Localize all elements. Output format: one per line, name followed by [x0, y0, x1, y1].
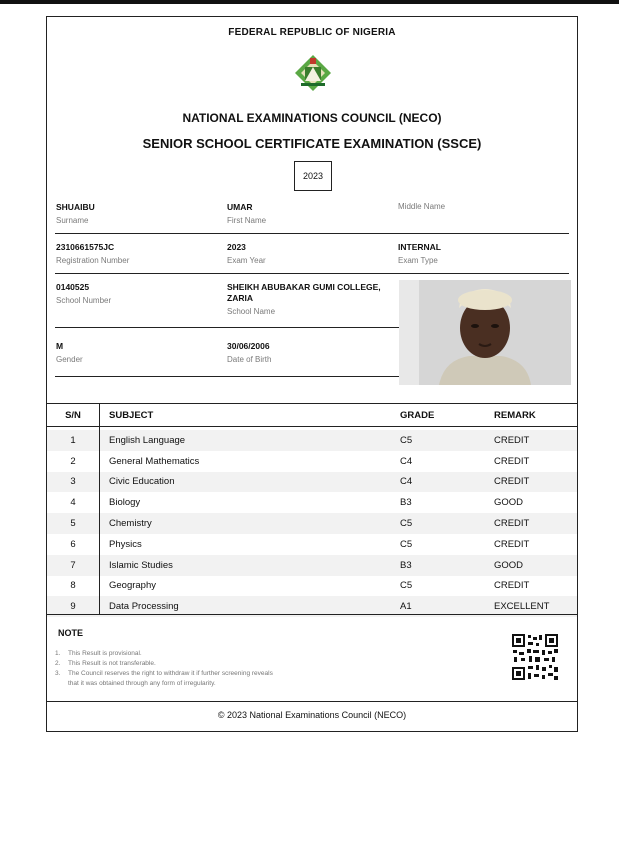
surname-value: SHUAIBU: [56, 202, 95, 212]
row-remark: GOOD: [494, 497, 524, 509]
middle-name-field: [398, 202, 445, 211]
row-sn: 8: [70, 580, 76, 592]
note-text: The Council reserves the right to withdraw it if further screening reveals: [68, 670, 273, 677]
row-sn: 6: [70, 538, 76, 550]
first-name-field: [227, 202, 266, 225]
school-number-label: School Number: [56, 296, 112, 305]
row-sn: 4: [70, 497, 76, 509]
row-grade: B3: [400, 559, 412, 571]
row-subject: Physics: [109, 538, 142, 550]
row-remark: EXCELLENT: [494, 601, 550, 613]
exam-year-box: 2023: [294, 161, 332, 191]
qr-code-icon: [511, 633, 559, 681]
column-divider: [99, 403, 100, 614]
row-remark: CREDIT: [494, 518, 530, 530]
table-row: [47, 492, 577, 513]
dob-value: 30/06/2006: [227, 341, 270, 351]
first-name-value: UMAR: [227, 202, 253, 212]
school-name-field: [227, 282, 392, 316]
row-grade: C4: [400, 455, 413, 467]
note-number: 2.: [55, 660, 61, 667]
gender-field: [56, 341, 83, 364]
row-grade: A1: [400, 601, 412, 613]
exam-year-field: [227, 242, 266, 265]
footer-copyright: © 2023 National Examinations Council (NECO): [217, 710, 407, 720]
row-sn: 5: [70, 518, 76, 530]
row-subject: Geography: [109, 580, 157, 592]
note-text: that it was obtained through any form of irregularity.: [68, 680, 216, 687]
row-subject: Biology: [109, 497, 141, 509]
school-number-field: [56, 282, 111, 305]
dob-label: Date of Birth: [227, 355, 272, 364]
row-subject: Chemistry: [109, 518, 152, 530]
candidate-photo: [399, 280, 571, 385]
remark-header: REMARK: [494, 409, 536, 421]
divider: [47, 614, 577, 615]
exam-type-field: [398, 242, 441, 265]
row-remark: CREDIT: [494, 455, 530, 467]
row-subject: General Mathematics: [109, 455, 200, 467]
table-row: [47, 513, 577, 534]
row-grade: C5: [400, 434, 413, 446]
council-title: NATIONAL EXAMINATIONS COUNCIL (NECO): [182, 111, 442, 125]
note-list: [55, 649, 273, 689]
divider: [55, 376, 399, 377]
row-sn: 3: [70, 476, 76, 488]
first-name-label: First Name: [227, 216, 267, 225]
table-row: [47, 555, 577, 576]
note-item: [55, 659, 273, 669]
row-remark: CREDIT: [494, 538, 530, 550]
note-item: [55, 649, 273, 659]
surname-field: [56, 202, 95, 225]
results-header-row: [47, 403, 577, 427]
middle-name-label: Middle Name: [398, 202, 446, 211]
divider: [47, 701, 577, 702]
top-bar: [0, 0, 619, 4]
table-row: [47, 472, 577, 493]
note-number: [55, 679, 68, 689]
exam-type-value: INTERNAL: [398, 242, 441, 252]
row-grade: C5: [400, 538, 413, 550]
row-subject: English Language: [109, 434, 186, 446]
note-item: [55, 669, 273, 679]
row-sn: 9: [70, 601, 76, 613]
school-number-value: 0140525: [56, 282, 90, 292]
row-remark: CREDIT: [494, 434, 530, 446]
exam-year-label: Exam Year: [227, 256, 266, 265]
row-subject: Data Processing: [109, 601, 179, 613]
school-name-label: School Name: [227, 307, 276, 316]
note-number: 3.: [55, 670, 61, 677]
reg-number-field: [56, 242, 129, 265]
surname-label: Surname: [56, 216, 89, 225]
subject-header: SUBJECT: [109, 409, 154, 421]
coat-of-arms-icon: [291, 53, 335, 93]
note-title: NOTE: [58, 628, 84, 638]
row-sn: 7: [70, 559, 76, 571]
note-item: [55, 679, 273, 689]
divider: [55, 233, 569, 234]
exam-title: SENIOR SCHOOL CERTIFICATE EXAMINATION (SSCE): [142, 136, 482, 151]
row-grade: B3: [400, 497, 412, 509]
reg-number-label: Registration Number: [56, 256, 130, 265]
row-subject: Islamic Studies: [109, 559, 173, 571]
school-name-value: SHEIKH ABUBAKAR GUMI COLLEGE, ZARIA: [227, 282, 381, 303]
dob-field: [227, 341, 271, 364]
reg-number-value: 2310661575JC: [56, 242, 115, 252]
row-remark: CREDIT: [494, 476, 530, 488]
note-number: 1.: [55, 650, 61, 657]
table-row: [47, 451, 577, 472]
results-table: [47, 403, 577, 617]
table-row: [47, 430, 577, 451]
table-row: [47, 534, 577, 555]
row-grade: C5: [400, 518, 413, 530]
row-subject: Civic Education: [109, 476, 175, 488]
divider: [55, 273, 569, 274]
row-remark: CREDIT: [494, 580, 530, 592]
note-text: This Result is provisional.: [68, 650, 142, 657]
row-sn: 2: [70, 455, 76, 467]
candidate-portrait-image: [399, 280, 571, 385]
sn-header: S/N: [65, 409, 81, 421]
row-grade: C5: [400, 580, 413, 592]
divider: [55, 327, 399, 328]
table-row: [47, 576, 577, 597]
exam-year-value: 2023: [227, 242, 246, 252]
grade-header: GRADE: [400, 409, 435, 421]
gender-value: M: [56, 341, 64, 351]
row-remark: GOOD: [494, 559, 524, 571]
row-sn: 1: [70, 434, 76, 446]
note-text: This Result is not transferable.: [68, 660, 156, 667]
country-title: FEDERAL REPUBLIC OF NIGERIA: [228, 27, 396, 38]
result-slip: [46, 16, 578, 732]
exam-type-label: Exam Type: [398, 256, 438, 265]
row-grade: C4: [400, 476, 413, 488]
gender-label: Gender: [56, 355, 83, 364]
